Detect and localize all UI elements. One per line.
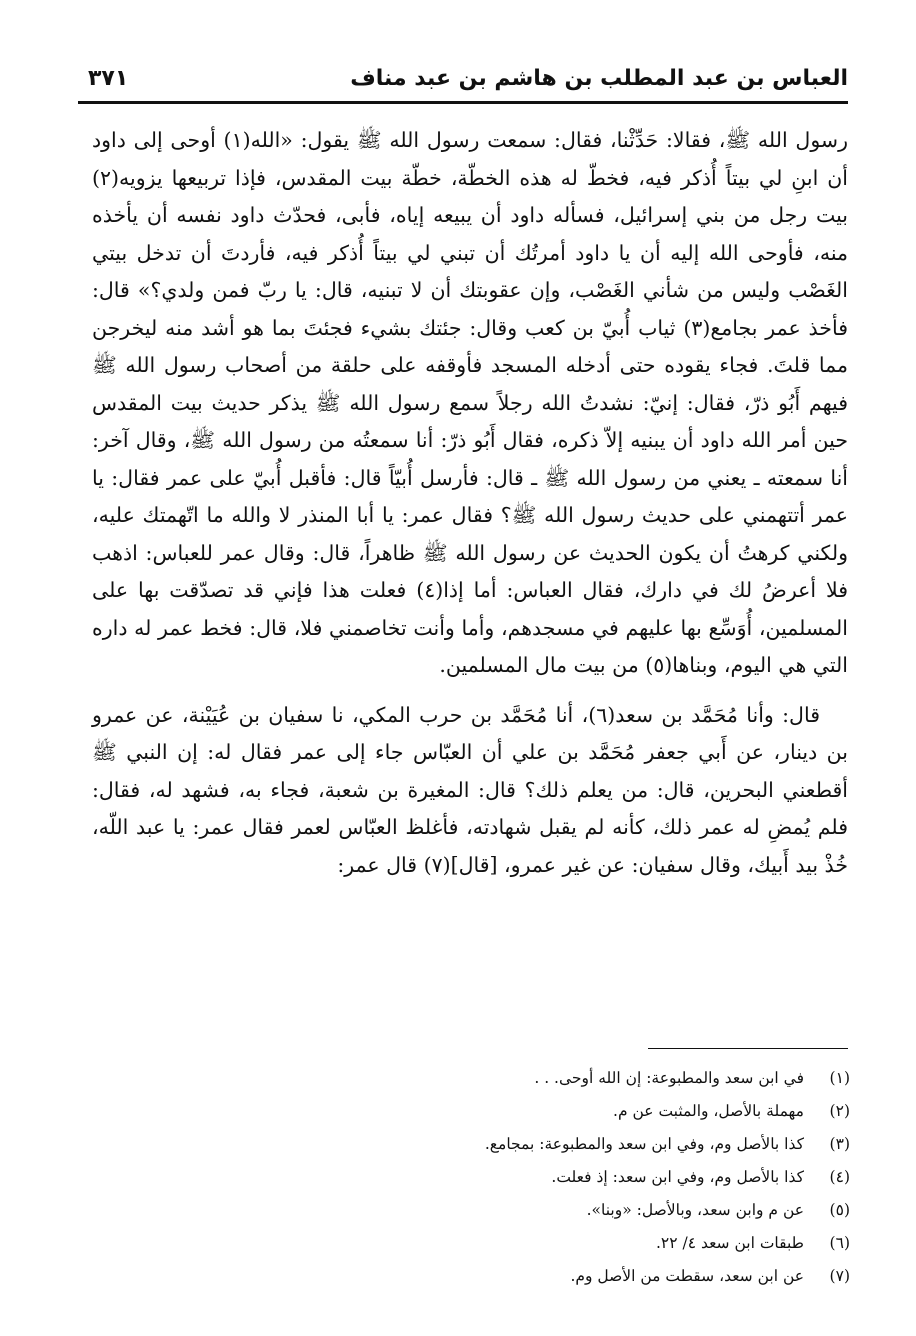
main-text xyxy=(92,122,848,884)
paragraph: رسول الله ﷺ، فقالا: حَدِّثْنا، فقال: سمعت رسول الله ﷺ يقول: «الله(١) أوحى إلى داود أن ابنِ لي بيتاً أُذكر فيه، فخطّ له هذه الخطّة، خطّة بيت المقدس، فإذا تربيعها يزويه(٢) بيت رجل من بني إسرائيل، فسأله داود أن يبيعه إياه، فأبى، فحدّث داود نفسه أن يأخذه منه، فأوحى الله إليه أن يا داود أمرتُك أن تبني لي بيتاً أُذكر فيه، فأردتَ أن تدخل بيتي الغَصْب وليس من شأني الغَصْب، وإن عقوبتك أن لا تبنيه، قال: يا ربّ فمن ولدي؟» قال: فأخذ عمر بجامع(٣) ثياب أُبيّ بن كعب وقال: جئتك بشيء فجئتَ بما هو أشد منه ليخرجن مما قلتَ. فجاء يقوده حتى أدخله المسجد فأوقفه على حلقة من أصحاب رسول الله ﷺ فيهم أَبُو ذرّ، فقال: إنيّ: نشدتُ الله رجلاً سمع رسول الله ﷺ يذكر حديث بيت المقدس حين أمر الله داود أن يبنيه إلاّ ذكره، فقال أَبُو ذرّ: أنا سمعتُه من رسول الله ﷺ، وقال آخر: أنا سمعته ـ يعني من رسول الله ﷺ ـ قال: فأرسل أُبيّاً قال: فأقبل أُبيّ على عمر فقال: يا عمر أتتهمني على حديث رسول الله ﷺ؟ فقال عمر: يا أبا المنذر لا والله ما اتّهمتك عليه، ولكني كرهتُ أن يكون الحديث عن رسول الله ﷺ ظاهراً، قال: وقال عمر للعباس: اذهب فلا أعرضُ لك في دارك، فقال العباس: أما إذا(٤) فعلت هذا فإني قد تصدّقت بها على المسلمين، أُوَسِّع بها عليهم في مسجدهم، وأما وأنت تخاصمني فلا، قال: فخط عمر له داره التي هي اليوم، وبناها(٥) من بيت مال المسلمين. xyxy=(92,128,849,677)
footnote-text: كذا بالأصل وم، وفي ابن سعد: إذ فعلت. xyxy=(551,1168,804,1186)
paragraph-text: قال: وأنا مُحَمَّد بن سعد(٦)، أنا مُحَمَّد بن حرب المكي، نا سفيان بن عُيَيْنة، عن عمرو بن دينار، عن أَبي جعفر مُحَمَّد بن علي أن العبّاس جاء إلى عمر فقال له: إن النبي ﷺ أقطعني البحرين، قال: من يعلم ذلك؟ قال: المغيرة بن شعبة، فجاء به، فشهد له، فقال: فلم يُمضِ له عمر ذلك، كأنه لم يقبل شهادته، فأغلظ العبّاس لعمر فقال عمر: يا عبد اللّه، خُذْ بيد أَبيك، وقال سفيان: عن غير عمرو، [قال](٧) قال عمر: xyxy=(92,702,848,877)
footnote xyxy=(300,1095,850,1128)
footnote-text: طبقات ابن سعد ٤/ ٢٢. xyxy=(655,1234,804,1252)
footnote-text: عن م وابن سعد، وبالأصل: «وبنا». xyxy=(586,1201,804,1219)
footnote xyxy=(300,1227,850,1260)
header-divider xyxy=(78,101,848,104)
footnotes xyxy=(300,1062,850,1293)
footnote-text: كذا بالأصل وم، وفي ابن سعد والمطبوعة: بمجامع. xyxy=(484,1135,804,1153)
footnote-text: عن ابن سعد، سقطت من الأصل وم. xyxy=(570,1267,804,1285)
footnote-text: في ابن سعد والمطبوعة: إن الله أوحى. . . xyxy=(534,1069,804,1087)
footnote xyxy=(300,1128,850,1161)
footnote-number: (٥) xyxy=(829,1201,850,1219)
footnote-number: (١) xyxy=(829,1069,850,1087)
paragraph xyxy=(92,697,848,885)
footnote xyxy=(300,1062,850,1095)
footnote xyxy=(300,1194,850,1227)
footnote-number: (٢) xyxy=(829,1102,850,1120)
footnote-number: (٤) xyxy=(829,1168,850,1186)
page-number: ٣٧١ xyxy=(88,66,129,91)
footnote-number: (٣) xyxy=(829,1135,850,1153)
footnote-divider xyxy=(648,1048,848,1049)
footnote-number: (٦) xyxy=(829,1234,850,1252)
footnote-text: مهملة بالأصل، والمثبت عن م. xyxy=(613,1102,804,1120)
chapter-title: العباس بن عبد المطلب بن هاشم بن عبد مناف xyxy=(350,66,848,91)
running-header xyxy=(78,60,848,104)
footnote xyxy=(300,1161,850,1194)
footnote xyxy=(300,1260,850,1293)
footnote-number: (٧) xyxy=(829,1267,850,1285)
